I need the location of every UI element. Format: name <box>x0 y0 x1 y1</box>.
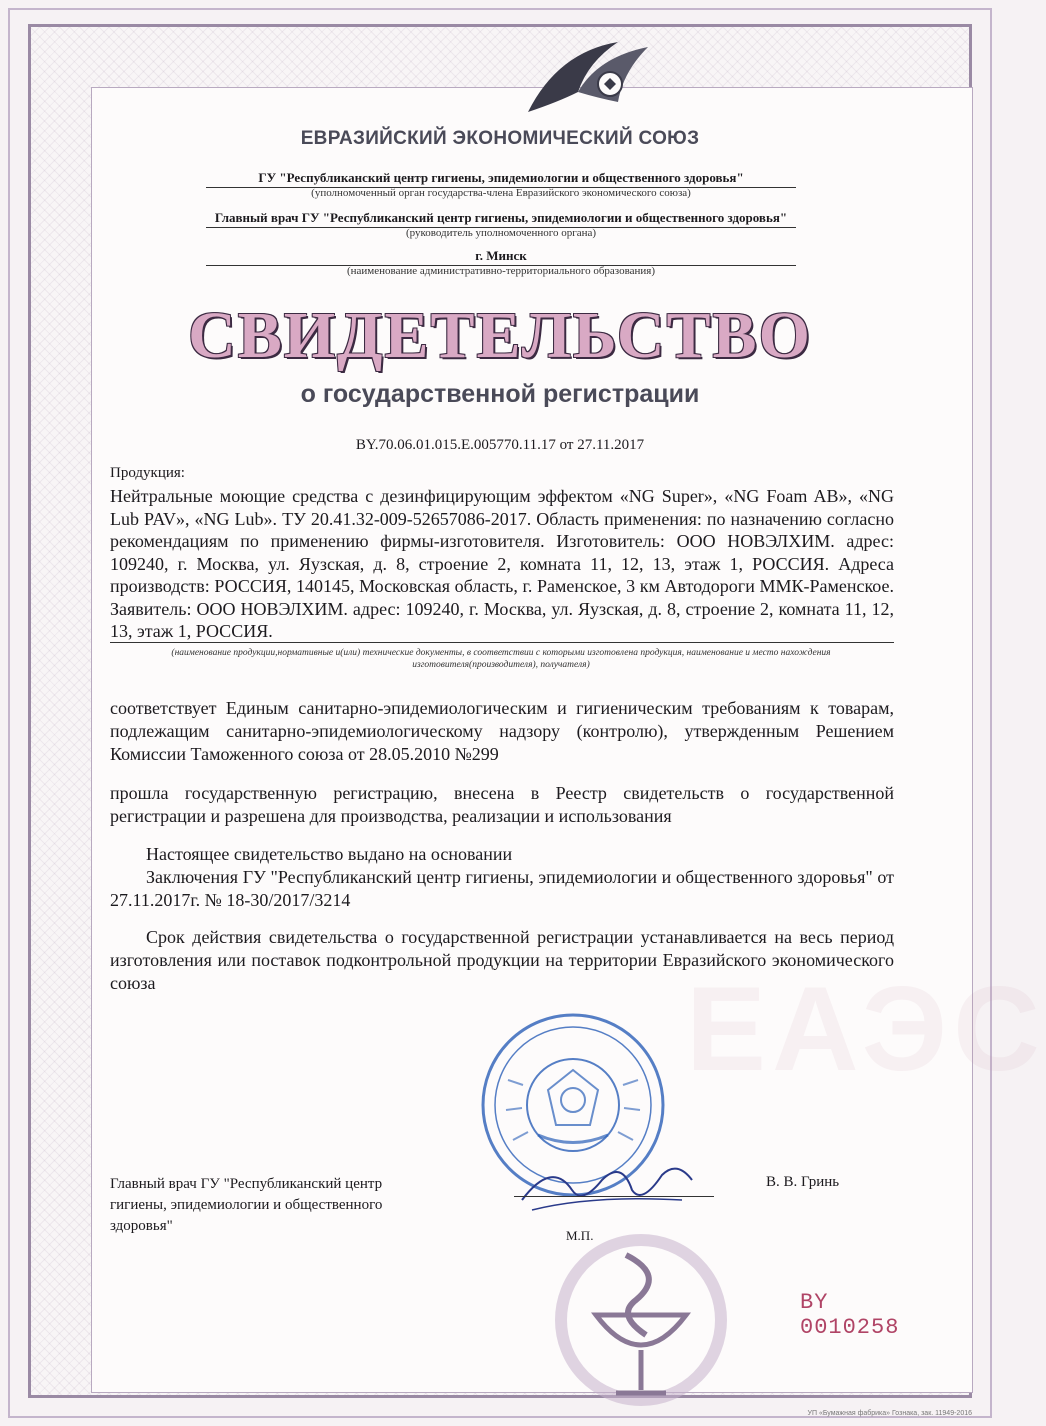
seal-place-label: М.П. <box>566 1228 594 1243</box>
eaeu-watermark: ЕАЭС <box>686 962 1046 1096</box>
validity-paragraph: Срок действия свидетельства о государственной регистрации устанавливается на весь период изготовления или поставок подконтрольной продукции на территории Евразийского экономического союза <box>110 927 894 993</box>
printer-note: УП «Бумажная фабрика» Гознака, зак. 11949-2016 <box>807 1410 972 1417</box>
authority-caption: (уполномоченный орган государства-члена Евразийского экономического союза) <box>311 187 691 199</box>
certificate-subtitle: о государственной регистрации <box>300 380 700 408</box>
handwritten-signature-icon <box>512 1150 702 1220</box>
serial-number: BY 0010258 <box>800 1290 900 1340</box>
signer-position: Главный врач ГУ "Республиканский центр гигиены, эпидемиологии и общественного здоровья" <box>110 1176 383 1234</box>
certificate-title: СВИДЕТЕЛЬСТВО <box>188 299 812 372</box>
basis-line-2: Заключения ГУ "Республиканский центр гигиены, эпидемиологии и общественного здоровья" от 27.11.2017г. № 18-30/2017/3214 <box>110 867 894 910</box>
head-of-authority: Главный врач ГУ "Республиканский центр гигиены, эпидемиологии и общественного здоровья" <box>206 210 796 228</box>
signature-line <box>514 1196 714 1197</box>
product-label: Продукция: <box>110 465 185 481</box>
city-caption: (наименование административно-территориального образования) <box>346 265 656 277</box>
union-name: ЕВРАЗИЙСКИЙ ЭКОНОМИЧЕСКИЙ СОЮЗ <box>300 128 700 149</box>
registration-number: BY.70.06.01.015.E.005770.11.17 от 27.11.2017 <box>355 437 645 453</box>
authority-name: ГУ "Республиканский центр гигиены, эпидемиологии и общественного здоровья" <box>206 170 796 188</box>
basis-paragraph <box>110 843 894 912</box>
product-underline <box>110 642 894 643</box>
product-caption: (наименование продукции,нормативные и(или) технические документы, в соответствии с которыми изготовлена продукция, наименование и место нахождения изготовителя(производителя), получателя) <box>171 648 831 670</box>
head-caption: (руководитель уполномоченного органа) <box>405 227 597 239</box>
conformity-paragraph: соответствует Единым санитарно-эпидемиологическим и гигиеническим требованиям к товарам, подлежащим санитарно-эпидемиологическому надзору (контролю), утвержденным Решением Комиссии Таможенного союза от 28.05.2010 №299 <box>110 698 894 764</box>
basis-line-1: Настоящее свидетельство выдано на основании <box>146 844 513 864</box>
certificate-content <box>86 0 1046 1426</box>
signer-name: В. В. Гринь <box>766 1174 840 1190</box>
bowl-of-hygieia-emblem-icon <box>556 1225 726 1415</box>
registration-paragraph: прошла государственную регистрацию, внесена в Реестр свидетельств о государственной регистрации и разрешена для производства, реализации и использования <box>110 783 894 826</box>
eaeu-logo-icon <box>518 32 658 122</box>
product-description: Нейтральные моющие средства с дезинфицирующим эффектом «NG Super», «NG Foam AB», «NG Lub PAV», «NG Lub». ТУ 20.41.32-009-52657086-2017. Область применения: по назначению согласно рекомендациям по применению фирмы-изготовителя. Изготовитель: ООО НОВЭЛХИМ. адрес: 109240, г. Москва, ул. Яузская, д. 8, строение 2, комната 11, 12, 13, этаж 1, РОССИЯ. Адреса производств: РОССИЯ, 140145, Московская область, г. Раменское, 3 км Автодороги ММК-Раменское. Заявитель: ООО НОВЭЛХИМ. адрес: 109240, г. Москва, ул. Яузская, д. 8, строение 2, комната 11, 12, 13, этаж 1, РОССИЯ. <box>110 486 894 641</box>
city: г. Минск <box>206 248 796 266</box>
